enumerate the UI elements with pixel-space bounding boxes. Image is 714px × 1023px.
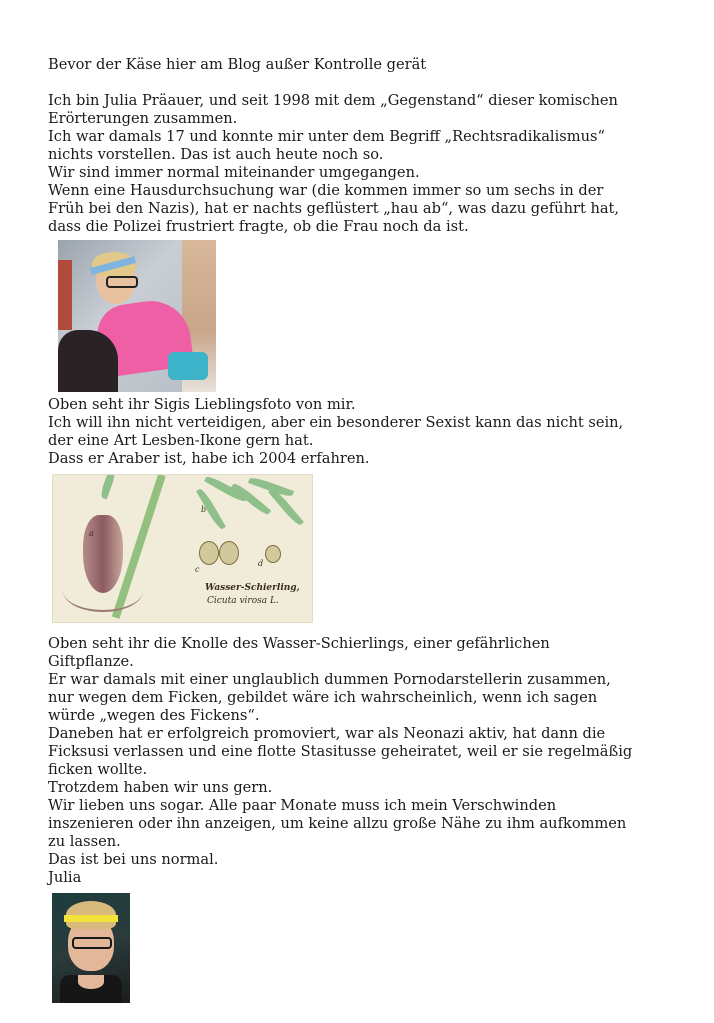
plant-name-latin: Cicuta virosa L. xyxy=(207,596,279,606)
signature: Julia xyxy=(48,869,82,886)
text-line: inszenieren oder ihn anzeigen, um keine allzu große Nähe zu ihm aufkommen xyxy=(48,815,627,832)
intro-paragraph xyxy=(48,92,688,236)
text-line: Ficksusi verlassen und eine flotte Stasitusse geheiratet, weil er sie regelmäßig xyxy=(48,743,633,760)
text-line: Wenn eine Hausdurchsuchung war (die kommen immer so um sechs in der xyxy=(48,182,604,199)
text-line: Oben seht ihr Sigis Lieblingsfoto von mir. xyxy=(48,396,356,413)
botanical-illustration-water-hemlock xyxy=(52,474,313,623)
headband xyxy=(64,915,118,922)
text-line: Erörterungen zusammen. xyxy=(48,110,238,127)
text-line: Ich will ihn nicht verteidigen, aber ein besonderer Sexist kann das nicht sein, xyxy=(48,414,624,431)
foreground-arm xyxy=(58,330,118,392)
figure-mark: c xyxy=(195,565,200,574)
text-line: nur wegen dem Ficken, gebildet wäre ich wahrscheinlich, wenn ich sagen xyxy=(48,689,598,706)
middle-paragraph xyxy=(48,396,688,468)
spacer xyxy=(48,74,688,92)
text-line: Dass er Araber ist, habe ich 2004 erfahren. xyxy=(48,450,370,467)
text-line: Wir sind immer normal miteinander umgegangen. xyxy=(48,164,420,181)
portrait-photo-pink-shirt xyxy=(58,240,216,392)
text-line: ficken wollte. xyxy=(48,761,148,778)
neckline xyxy=(78,975,104,989)
seed xyxy=(265,545,281,563)
text-line: dass die Polizei frustriert fragte, ob die Frau noch da ist. xyxy=(48,218,469,235)
text-line: Oben seht ihr die Knolle des Wasser-Schierlings, einer gefährlichen xyxy=(48,635,550,652)
text-line: Trotzdem haben wir uns gern. xyxy=(48,779,273,796)
spacer xyxy=(48,625,688,635)
text-line: Ich bin Julia Präauer, und seit 1998 mit dem „Gegenstand“ dieser komischen xyxy=(48,92,618,109)
plant-name-german: Wasser-Schierling, xyxy=(205,583,300,593)
figure-mark: a xyxy=(89,529,94,538)
seed xyxy=(199,541,219,565)
text-line: Giftpflanze. xyxy=(48,653,134,670)
seed xyxy=(219,541,239,565)
text-line: Er war damals mit einer unglaublich dummen Pornodarstellerin zusammen, xyxy=(48,671,611,688)
background-figure xyxy=(58,260,72,330)
text-line: Ich war damals 17 und konnte mir unter dem Begriff „Rechtsradikalismus“ xyxy=(48,128,605,145)
document-page xyxy=(48,56,688,1003)
text-line: Früh bei den Nazis), hat er nachts geflüstert „hau ab“, was dazu geführt hat, xyxy=(48,200,620,217)
portrait-photo-yellow-headband xyxy=(52,893,130,1003)
text-line: zu lassen. xyxy=(48,833,121,850)
figure-mark: d xyxy=(258,559,264,568)
leaf xyxy=(99,474,117,499)
root-fibres xyxy=(63,570,143,612)
text-line: der eine Art Lesben-Ikone gern hat. xyxy=(48,432,314,449)
text-line: nichts vorstellen. Das ist auch heute noch so. xyxy=(48,146,384,163)
glasses xyxy=(106,276,138,288)
figure-mark: b xyxy=(201,505,207,514)
text-line: Daneben hat er erfolgreich promoviert, war als Neonazi aktiv, hat dann die xyxy=(48,725,606,742)
glasses xyxy=(72,937,112,949)
blue-shorts xyxy=(168,352,208,380)
text-line: Das ist bei uns normal. xyxy=(48,851,219,868)
document-title: Bevor der Käse hier am Blog außer Kontrolle gerät xyxy=(48,56,427,73)
text-line: Wir lieben uns sogar. Alle paar Monate muss ich mein Verschwinden xyxy=(48,797,557,814)
text-line: würde „wegen des Fickens“. xyxy=(48,707,260,724)
closing-paragraph xyxy=(48,635,688,887)
